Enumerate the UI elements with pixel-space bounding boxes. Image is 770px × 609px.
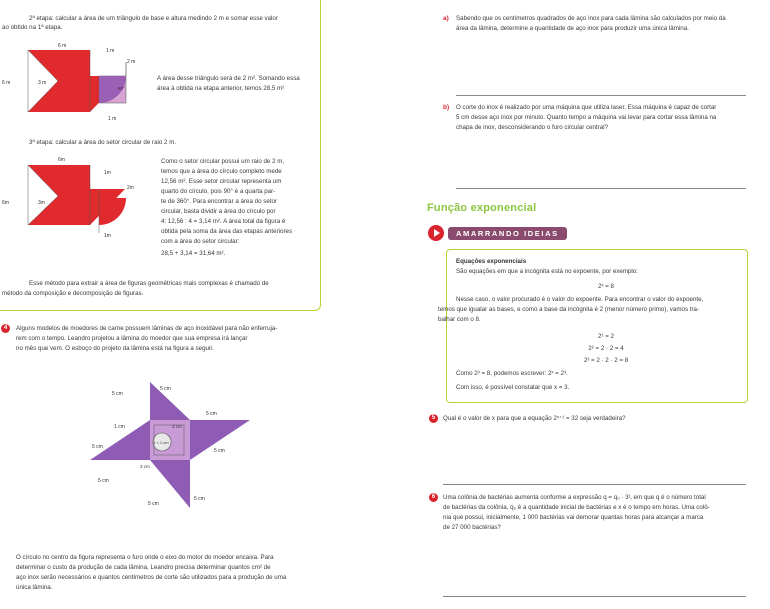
fig2-label-left: 6m xyxy=(2,200,9,206)
fig2-label-inner: 3m xyxy=(38,200,45,206)
fig2-text-line: circular, basta dividir a área do círculo por xyxy=(161,208,276,215)
box-eq: 2³ = 2 · 2 · 2 = 8 xyxy=(583,357,629,364)
answer-line-6[interactable] xyxy=(443,596,746,597)
play-icon xyxy=(428,225,444,241)
blade-label: 5 cm xyxy=(92,444,103,450)
box-para-line: balhar com o 8. xyxy=(438,316,481,323)
fig1-label-top: 6 m xyxy=(58,43,67,49)
step2-line2: ao obtido na 1ª etapa. xyxy=(2,24,63,31)
blade-label: 3 cm xyxy=(172,424,182,429)
fig1-label-left: 6 m xyxy=(2,80,11,86)
q6-text-line: Uma colônia de bactérias aumenta conforme a expressão q = q₀ · 3ᵗ, em que q é o número total xyxy=(443,494,706,501)
answer-line-b[interactable] xyxy=(456,188,746,189)
q4-text-line: no mês que vem. O esboço do projeto da lâmina está na figura a seguir. xyxy=(16,345,214,352)
answer-line-5[interactable] xyxy=(443,484,746,485)
fig2-text-line: obtida pela soma da área das etapas anteriores xyxy=(161,228,293,235)
qb-text-line: 5 cm desse aço inox por minuto. Quanto tempo a máquina vai levar para cortar essa lâmina na xyxy=(456,114,717,121)
question-a-label: a) xyxy=(443,15,449,22)
question-5-number: 5 xyxy=(429,414,438,423)
q4-bottom-line: aço inox serão necessários e quantos centímetros de corte são utilizados para a produção de uma xyxy=(16,574,287,581)
fig1-label-bottom: 1 m xyxy=(108,116,117,122)
step3-title: 3ª etapa: calcular a área do setor circular de raio 2 m. xyxy=(29,139,177,146)
blade-label: 1 cm xyxy=(114,424,125,430)
qa-text-line: área da lâmina, determine a quantidade de aço inox para produzir uma única lâmina. xyxy=(456,25,689,32)
q4-text-line: Alguns modelos de moedores de carne possuem lâminas de aço inoxidável para não enferruja- xyxy=(16,325,278,332)
blade-label: 5 cm xyxy=(194,496,205,502)
fig2-text-line: 4: 12,56 : 4 = 3,14 m². A área total da figura é xyxy=(161,218,286,225)
qb-text-line: chapa de inox, desconsiderando o furo circular central? xyxy=(456,124,609,131)
fig2-label-top: 6m xyxy=(58,157,65,163)
blade-label: 5 cm xyxy=(160,386,171,392)
blade-label: 5 cm xyxy=(112,391,123,397)
fig1-label-angle: 90° xyxy=(118,86,125,91)
box-para-line: Nesse caso, o valor procurado é o valor do expoente. Para encontrar o valor do expoente, xyxy=(456,296,704,303)
question-4-number: 4 xyxy=(1,324,10,333)
blade-label: r = 1 cm xyxy=(154,440,169,445)
box-eq: 2² = 2 · 2 = 4 xyxy=(588,345,624,352)
amarrando-ideias-banner: AMARRANDO IDEIAS xyxy=(448,227,567,240)
box-intro: São equações em que a incógnita está no expoente, por exemplo: xyxy=(456,268,638,275)
question-b-label: b) xyxy=(443,104,450,111)
fig1-label-m2: 2 m xyxy=(127,59,136,65)
box-para-line: temos que igualar as bases, e como a base da incógnita é 2 (menor número primo), vamos tra- xyxy=(438,306,700,313)
box-eq1: 2ˣ = 8 xyxy=(598,283,614,290)
q6-text-line: de bactérias da colônia, q₀ é a quantidade inicial de bactérias e x é o tempo em horas. Uma colô- xyxy=(443,504,710,511)
fig2-text-line: te de 360°. Para encontrar a área do setor xyxy=(161,198,277,205)
method-line2: método da composição e decomposição de figuras. xyxy=(2,290,144,297)
qb-text-line: O corte do inox é realizado por uma máquina que utiliza laser. Essa máquina é capaz de cortar xyxy=(456,104,717,111)
answer-line-a[interactable] xyxy=(456,95,746,96)
fig2-text-line: 28,5 + 3,14 = 31,64 m². xyxy=(161,250,226,257)
fig2-label-m1: 1m xyxy=(104,170,111,176)
fig2-label-bottom: 1m xyxy=(104,233,111,239)
method-line1: Esse método para extrair a área de figuras geométricas mais complexas é chamado de xyxy=(29,280,269,287)
composition-figure-2 xyxy=(0,153,160,243)
box-line-a: Como 2³ = 8, podemos escrever: 2ˣ = 2³. xyxy=(456,370,568,377)
q4-bottom-line: O círculo no centro da figura representa o furo onde o eixo do motor do moedor encaixa. Para xyxy=(16,554,274,561)
blade-label: 3 cm xyxy=(140,464,150,469)
blade-label: 5 cm xyxy=(98,478,109,484)
box-eq: 2¹ = 2 xyxy=(598,333,614,340)
fig1-label-m1: 1 m xyxy=(106,48,115,54)
sector-2 xyxy=(99,198,126,225)
fig1-text-line2: área à obtida na etapa anterior, temos 28,5 m² xyxy=(157,85,285,92)
q6-text-line: de 27 000 bactérias? xyxy=(443,524,501,531)
q4-text-line: rem com o tempo. Leandro projetou a lâmina do moedor que sua empresa irá lançar xyxy=(16,335,248,342)
fig1-label-inner: 3 m xyxy=(38,80,47,86)
fig2-text-line: com a área do setor circular: xyxy=(161,238,240,245)
q4-bottom-line: determinar o custo da produção de cada lâmina, Leandro precisa determinar quantos cm² de xyxy=(16,564,271,571)
box-line-b: Com isso, é possível constatar que x = 3. xyxy=(456,384,570,391)
blade-label: 5 cm xyxy=(214,448,225,454)
q5-text: Qual é o valor de x para que a equação 2ˣ⁺¹ = 32 seja verdadeira? xyxy=(443,415,626,422)
q6-text-line: nia que possui, inicialmente, 1 000 bactérias vai demorar quantas horas para alcançar a marca xyxy=(443,514,704,521)
qa-text-line: Sabendo que os centímetros quadrados de aço inox para cada lâmina são calculados por meio da xyxy=(456,15,726,22)
question-6-number: 6 xyxy=(429,493,438,502)
q4-bottom-line: única lâmina. xyxy=(16,584,53,591)
blade-label: 5 cm xyxy=(206,411,217,417)
composition-figure-1 xyxy=(0,40,160,125)
box-title: Equações exponenciais xyxy=(456,258,527,265)
fig2-label-m2: 2m xyxy=(127,185,134,191)
blade-label: 5 cm xyxy=(148,501,159,507)
fig1-text-line1: A área desse triângulo será de 2 m². Somando essa xyxy=(157,75,300,82)
step2-line1: 2ª etapa: calcular a área de um triângulo de base e altura medindo 2 m e somar esse valor xyxy=(29,15,278,22)
fig2-text-line: 12,56 m². Esse setor circular representa um xyxy=(161,178,282,185)
fig2-text-line: temos que a área do círculo completo mede xyxy=(161,168,282,175)
fig2-text-line: quarto do círculo, pois 90° é a quarta par- xyxy=(161,188,276,195)
blade-arm-right xyxy=(190,420,250,460)
fig2-text-line: Como o setor circular possui um raio de 2 m, xyxy=(161,158,285,165)
section-title: Função exponencial xyxy=(427,202,537,214)
blade-figure xyxy=(82,380,272,530)
